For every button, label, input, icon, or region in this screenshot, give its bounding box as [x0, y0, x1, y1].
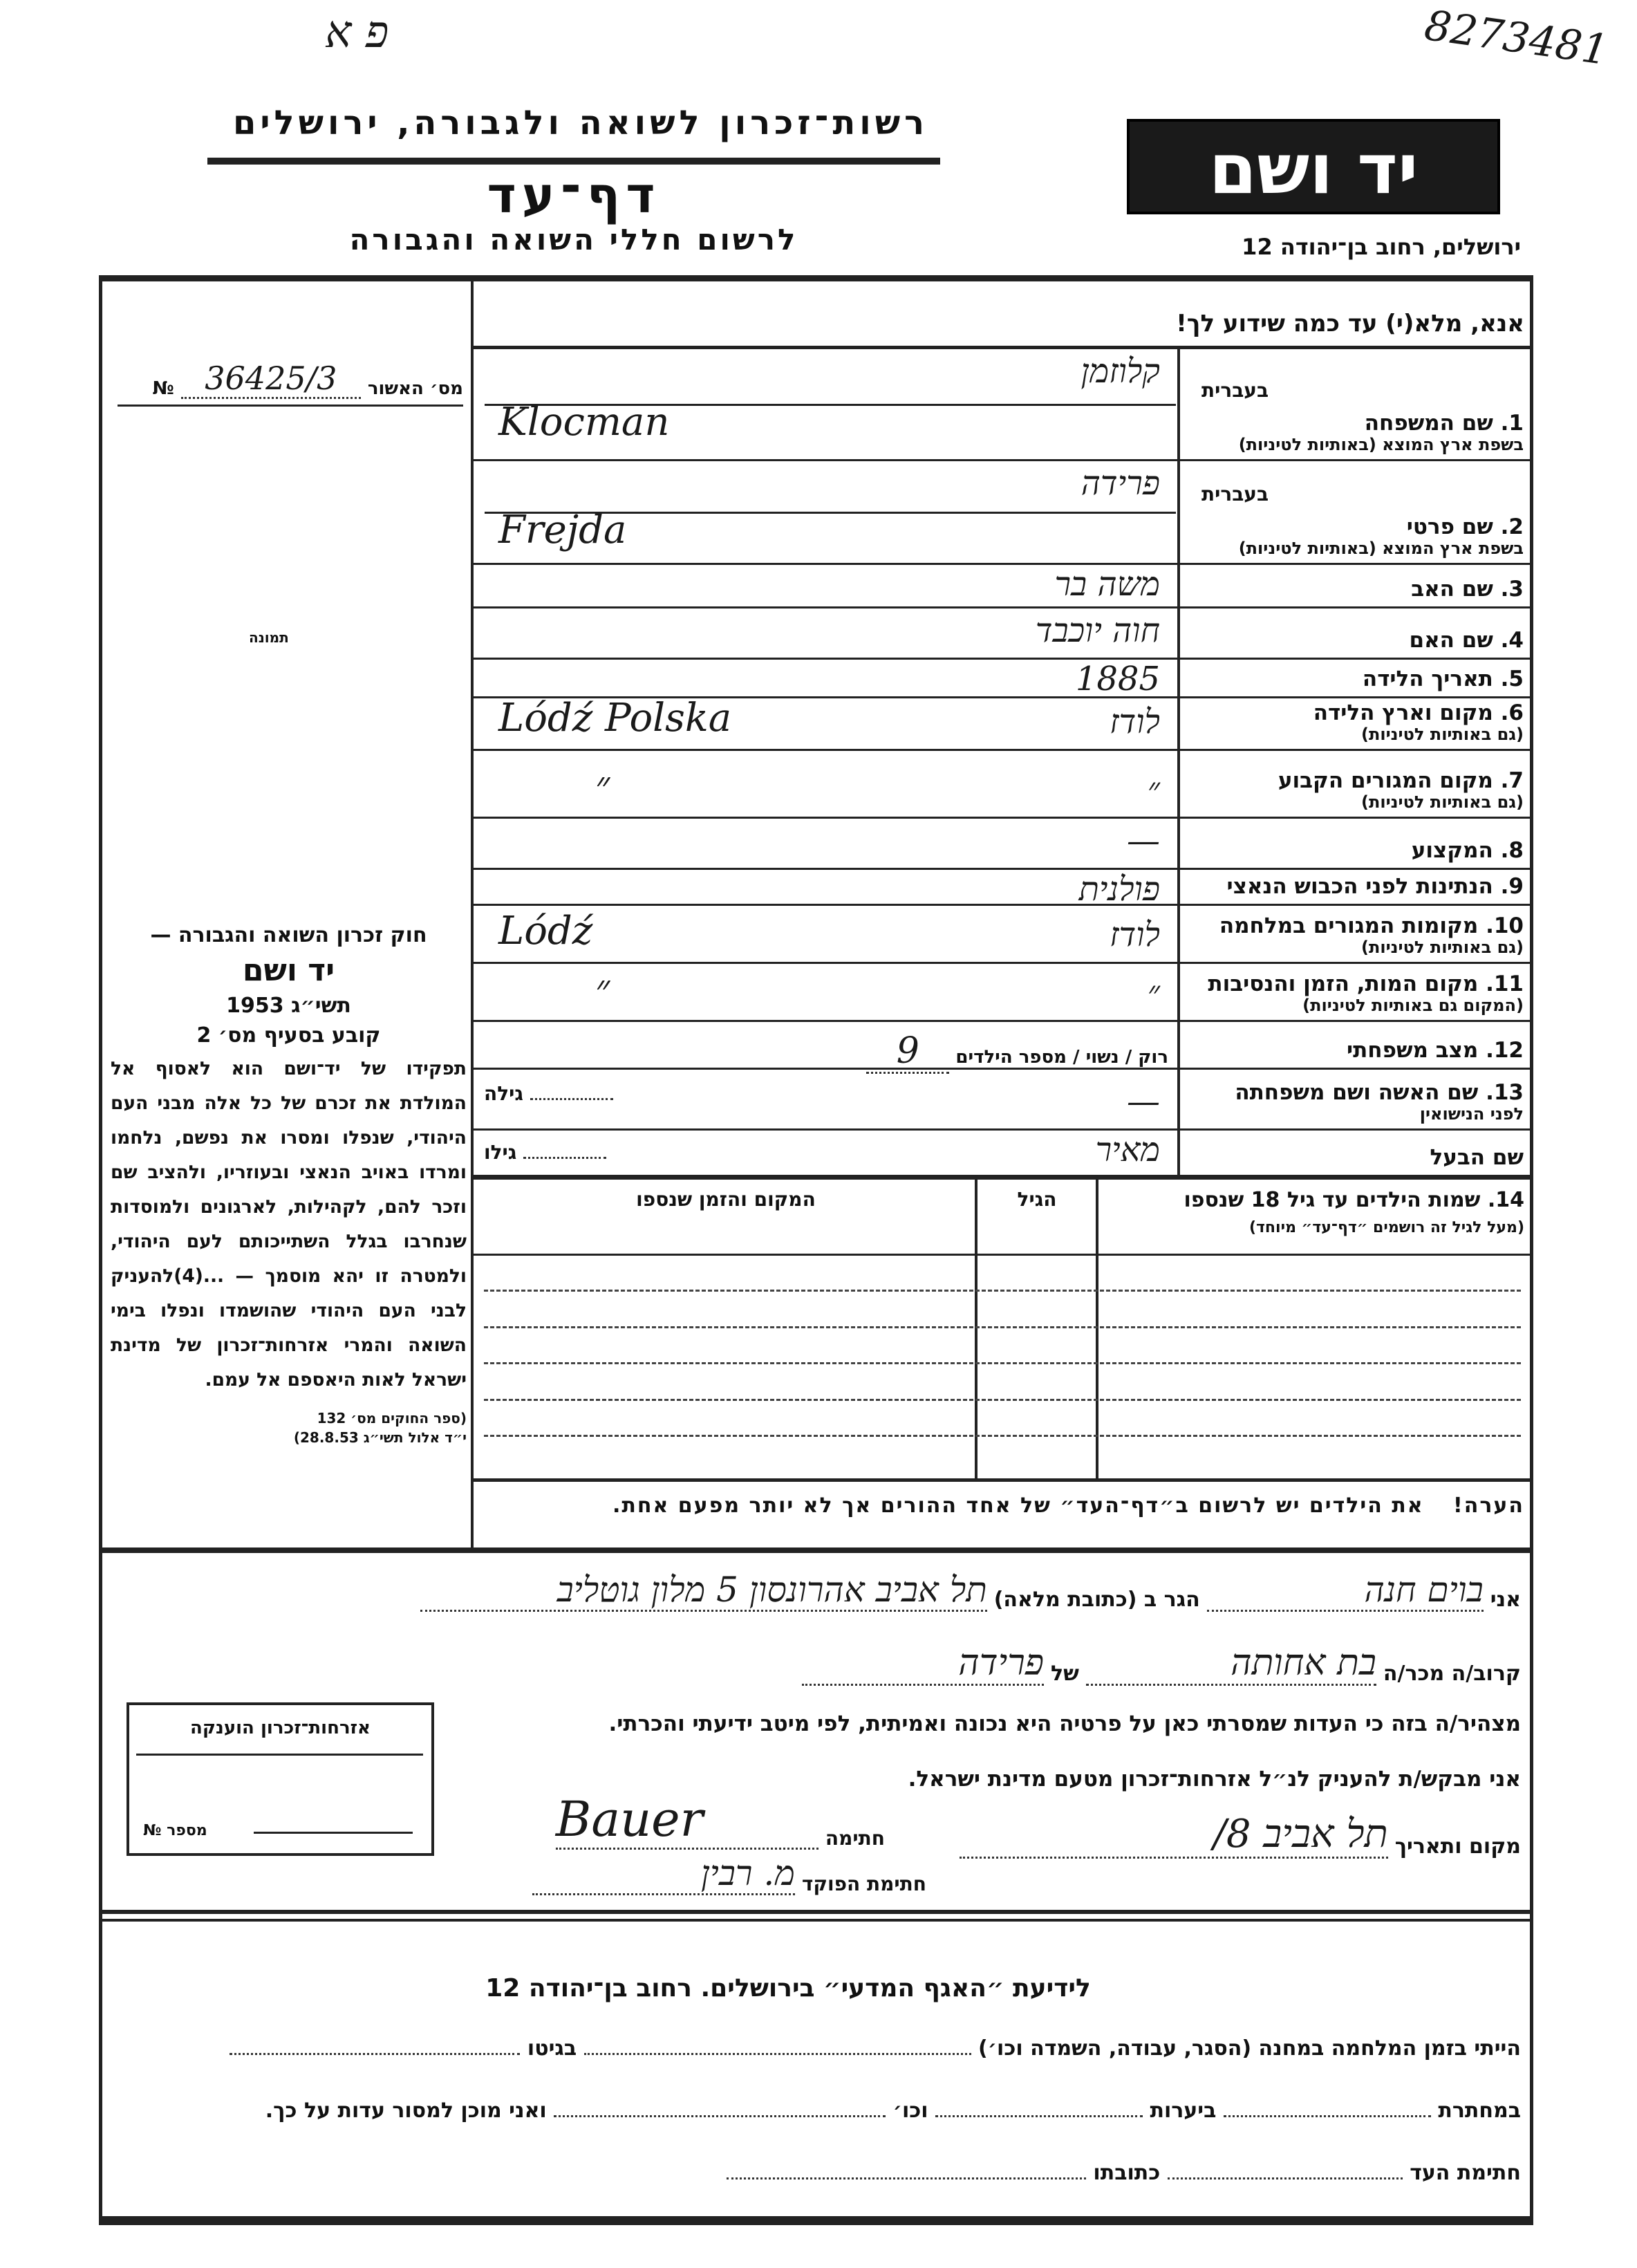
of-name[interactable]: פרידה — [802, 1642, 1044, 1686]
field-label-text: 1. שם המשפחה — [1364, 410, 1524, 436]
field-label-text: 8. המקצוע — [1411, 838, 1524, 864]
children-table-row[interactable] — [484, 1290, 1521, 1292]
field-sublabel: (גם באותיות לטיניות) — [1361, 938, 1524, 958]
underground-input[interactable] — [1224, 2115, 1431, 2117]
field-value-latin[interactable]: Lódź — [498, 909, 593, 954]
field-label — [1188, 972, 1533, 1016]
witness-address-input[interactable] — [727, 2177, 1086, 2179]
field-label — [1188, 1081, 1533, 1124]
ready-text: ואני מוכן למסור עדות על כך. — [265, 2099, 547, 2123]
relation-label: קרוב/ה מכר/ה — [1383, 1662, 1521, 1686]
wife-age-field[interactable] — [484, 1082, 613, 1105]
relation-value[interactable]: בת אחותה — [1086, 1642, 1376, 1686]
field-sublabel: (גם באותיות לטיניות) — [1361, 792, 1524, 812]
field-label-text: 13. שם האשה ושם משפחתה — [1235, 1079, 1524, 1105]
field-row — [471, 1131, 1533, 1177]
children-sub: (מעל לגיל זה רושמים ״דף־עד״ מיוחד) — [1248, 1219, 1524, 1236]
children-label: 14. שמות הילדים עד גיל 18 שנספו — [1184, 1188, 1524, 1212]
field-label-text: 7. מקום המגורים הקבוע — [1278, 768, 1524, 793]
note-row — [484, 1494, 1524, 1518]
bottom-title: לידיעת ״האגף המדעי״ בירושלים. רחוב בן־יהודה 12 — [485, 1974, 1091, 2002]
children-table-row[interactable] — [484, 1435, 1521, 1437]
certificate-number-label: מספר № — [143, 1822, 207, 1839]
yad-vashem-logo: יד ושם — [1127, 119, 1500, 214]
witness-signature-input[interactable] — [1168, 2177, 1403, 2179]
signature-label: חתימה — [825, 1827, 885, 1850]
header-address: ירושלים, רחוב בן־יהודה 12 — [1242, 234, 1521, 260]
field-value-latin[interactable]: ״ — [595, 967, 610, 1012]
file-annotation-top-left: פ א — [325, 7, 389, 58]
law-body: תפקידו של יד־ושם הוא לאסוף אל המולדת את זכרם של כל אלה מבני העם היהודי, שנפלו ומסרו את נפשם, נלחמו ומרדו באויב הנאצי ובעוזריו, ולהציב שם וזכר להם, לקהילות, לארגונים ולמוסדות שנחרבו בגלל השתייכותם לעם היהודי, ולמטרה זו יהא מוסמך — ...(4)להעניק לבני העם היהודי שהושמדו ונפלו בימי השואה והמרי אזרחות־זכרון של מדינת ישראל לאות היאספם אל עמם. — [111, 1058, 467, 1391]
certificate-title: אזרחות־זכרון הוענקה — [190, 1718, 371, 1738]
field-value-hebrew[interactable]: חוה יוכבד — [1035, 611, 1160, 650]
approval-number-label: מס׳ האשור — [367, 378, 463, 399]
field-value-latin[interactable]: Frejda — [498, 508, 627, 552]
field-value-hebrew[interactable]: ״ — [1147, 770, 1160, 809]
field-label — [1188, 914, 1533, 958]
field-sublabel: (המקום גם באותיות לטיניות) — [1302, 996, 1524, 1016]
witness-line — [484, 2161, 1521, 2185]
field-row — [471, 349, 1533, 461]
resides-label: הגר ב (כתובת מלאה) — [993, 1588, 1200, 1612]
declarant-name[interactable]: בוים חנה — [1207, 1570, 1484, 1612]
field-value-hebrew[interactable]: — — [1127, 1082, 1160, 1121]
forests-label: ביערות — [1150, 2099, 1217, 2123]
field-label-text: 11. מקום המות, הזמן והנסיבות — [1208, 971, 1524, 996]
place-date-field — [926, 1812, 1521, 1859]
field-label-text: 3. שם האב — [1411, 577, 1524, 602]
field-row — [471, 964, 1533, 1022]
children-place-header: המקום והזמן שנספו — [636, 1188, 816, 1211]
declaration-statement: מצהיר/ה בזה כי העדות שמסרתי כאן על פרטיה היא נכונה ואמיתית, לפי מיטב ידיעתי והכרתי. — [608, 1711, 1521, 1736]
field-row — [471, 698, 1533, 751]
field-sublabel: בשפת ארץ המוצא (באותיות לטיניות) — [1238, 435, 1524, 455]
children-table-row[interactable] — [484, 1399, 1521, 1401]
certificate-box — [127, 1702, 434, 1856]
photo-label: תמונה — [249, 629, 289, 646]
photo-area[interactable] — [118, 415, 463, 885]
field-value-hebrew[interactable]: לודז — [1110, 915, 1160, 954]
officer-signature-label: חתימת הפוקד — [801, 1872, 926, 1895]
law-year: תשי״ג 1953 — [226, 994, 351, 1018]
note-text: את הילדים יש לרשום ב״דף־העד״ של אחד ההורים אך לא יותר מפעם אחת. — [612, 1494, 1424, 1518]
field-row — [471, 565, 1533, 608]
field-label — [1188, 701, 1533, 745]
of-label: של — [1051, 1662, 1079, 1686]
ghetto-input[interactable] — [230, 2053, 520, 2055]
field-label — [1188, 577, 1533, 602]
camp-input[interactable] — [584, 2053, 971, 2055]
forests-input[interactable] — [935, 2115, 1143, 2117]
place-date-label: מקום ותאריך — [1394, 1834, 1521, 1859]
header-rule — [207, 158, 940, 165]
camp-label: הייתי בזמן המלחמה במחנה (הסגר, עבודה, השמדה וכו׳) — [978, 2036, 1521, 2061]
marital-status-options — [691, 1030, 1168, 1074]
law-text-block — [111, 923, 467, 1446]
officer-signature-value[interactable]: מ. רבין — [532, 1853, 795, 1895]
children-names-header — [1103, 1188, 1524, 1236]
children-age-header: הגיל — [1017, 1188, 1057, 1211]
children-table-row[interactable] — [484, 1326, 1521, 1328]
camp-line — [97, 2036, 1521, 2061]
signature-value[interactable]: Bauer — [556, 1791, 818, 1850]
field-sublabel: (גם באותיות לטיניות) — [1361, 725, 1524, 745]
field-value-hebrew[interactable]: 1885 — [1075, 660, 1160, 698]
field-row — [471, 751, 1533, 819]
field-label — [1188, 1146, 1533, 1171]
law-source-2: י״ד אלול תשי״ג 28.8.53) — [293, 1429, 467, 1446]
field-value-hebrew[interactable]: — — [1127, 821, 1160, 860]
field-value-hebrew[interactable]: פולנית — [1078, 870, 1160, 909]
field-value-hebrew[interactable]: מאיר — [1095, 1131, 1160, 1169]
law-heading: חוק זכרון השואה והגבורה — — [150, 923, 427, 947]
field-label — [1188, 839, 1533, 864]
officer-signature-field — [498, 1853, 926, 1895]
field-row — [471, 608, 1533, 660]
field-row — [471, 1070, 1533, 1131]
form-instruction: אנא, מלא(י) עד כמה שידוע לך! — [1176, 310, 1524, 337]
in-hebrew-label: בעברית — [1201, 378, 1269, 402]
field-label — [1188, 483, 1533, 559]
page-title: דף־עד — [487, 166, 661, 224]
field-label — [1188, 667, 1533, 692]
field-label-text: 6. מקום וארץ הלידה — [1313, 700, 1524, 725]
field-row — [471, 819, 1533, 870]
children-count[interactable]: 9 — [866, 1030, 949, 1074]
children-table-row[interactable] — [484, 1362, 1521, 1364]
field-label-text: 10. מקומות המגורים במלחמה — [1219, 913, 1524, 938]
underground-line — [97, 2099, 1521, 2123]
relation-line — [207, 1642, 1521, 1686]
law-source-1: (ספר החוקים מס׳ 132 — [317, 1410, 467, 1426]
field-value-hebrew[interactable]: לודז — [1110, 703, 1160, 741]
signature-field — [498, 1791, 885, 1850]
field-row — [471, 660, 1533, 698]
field-label-text: שם הבעל — [1430, 1145, 1524, 1171]
husband-age-label: גילו — [484, 1141, 517, 1164]
field-label-text: 9. הנתינות לפני הכבוש הנאצי — [1226, 874, 1524, 900]
authority-name: רשות־זכרון לשואה ולגבורה, ירושלים — [232, 104, 929, 142]
field-label-text: 12. מצב משפחתי — [1346, 1038, 1524, 1063]
law-name: יד ושם — [242, 953, 335, 988]
field-value-hebrew[interactable]: פרידה — [1081, 464, 1160, 503]
field-value-latin[interactable]: Lódź Polska — [498, 696, 732, 741]
field-row — [471, 870, 1533, 909]
field-sublabel: בשפת ארץ המוצא (באותיות לטיניות) — [1238, 539, 1524, 559]
number-sign: № — [152, 378, 174, 399]
field-row — [471, 461, 1533, 565]
field-label-text: 4. שם האם — [1409, 628, 1524, 653]
etc-input[interactable] — [554, 2115, 886, 2117]
field-label — [1188, 380, 1533, 455]
approval-number-value: 36425/3 — [181, 360, 361, 399]
note-label: הערה! — [1453, 1494, 1524, 1518]
field-value-hebrew[interactable]: קלוזמן — [1081, 352, 1160, 391]
witness-signature-label: חתימת העד — [1410, 2161, 1521, 2185]
approval-number-field — [118, 360, 463, 399]
field-value-latin[interactable]: Klocman — [498, 400, 670, 445]
field-row — [471, 906, 1533, 964]
underground-label: במחתרת — [1438, 2099, 1521, 2123]
certificate-number[interactable] — [143, 1822, 207, 1839]
field-label-text: 2. שם פרטי — [1406, 514, 1524, 539]
field-label-text: 5. תאריך הלידה — [1362, 667, 1524, 692]
file-annotation-top-right: 8273481 — [1421, 1, 1611, 75]
law-clause: קובע בסעיף מס׳ 2 — [196, 1023, 381, 1048]
in-hebrew-label: בעברית — [1201, 482, 1269, 505]
wife-age-label: גילה — [484, 1082, 523, 1105]
field-label — [1188, 769, 1533, 812]
field-label — [1188, 629, 1533, 653]
declarant-line — [207, 1570, 1521, 1612]
field-value-hebrew[interactable]: משה בר — [1054, 565, 1160, 604]
field-label — [1188, 875, 1533, 900]
field-value-hebrew[interactable]: ״ — [1147, 974, 1160, 1012]
citizenship-request: אני מבקש/ת להעניק לנ״ל אזרחות־זכרון מטעם מדינת ישראל. — [908, 1767, 1521, 1792]
page-subtitle: לרשום חללי השואה והגבורה — [349, 223, 798, 257]
witness-address-label: כתובתו — [1093, 2161, 1161, 2185]
field-sublabel: לפני הנישואין — [1419, 1104, 1524, 1124]
declarant-address[interactable]: תל אביב אהרונסון 5 מלון גוטליב — [420, 1570, 987, 1612]
field-label — [1188, 1039, 1533, 1063]
place-date-value[interactable]: תל אביב 8/ — [960, 1812, 1388, 1859]
etc-label: וכו׳ — [892, 2099, 928, 2123]
marital-status-text: רוק / נשוי / מספר הילדים — [955, 1047, 1168, 1068]
i-label: אני — [1490, 1588, 1521, 1612]
ghetto-label: בגיטו — [527, 2036, 577, 2061]
husband-age-field[interactable] — [484, 1141, 606, 1164]
field-value-latin[interactable]: ״ — [595, 763, 610, 808]
